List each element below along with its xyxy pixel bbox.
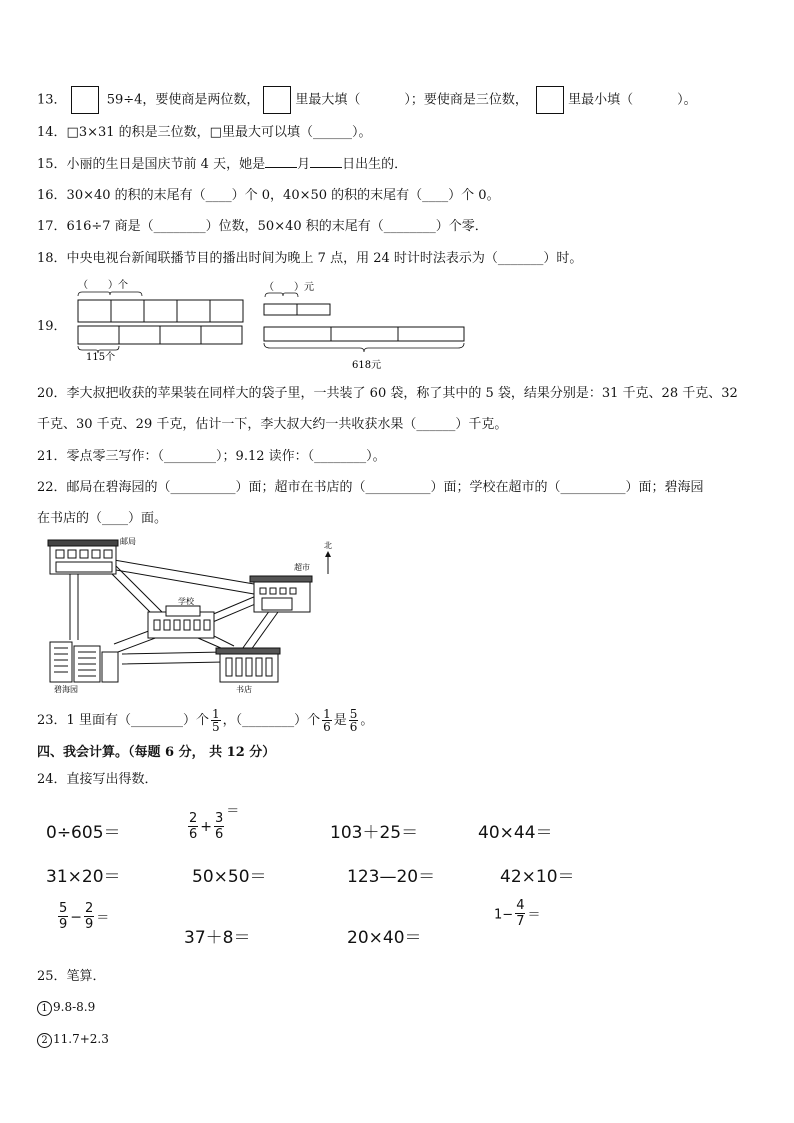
right-bottom-label: 618元 [352, 360, 382, 371]
north-arrow-head [325, 551, 331, 557]
bar-segment [331, 327, 398, 341]
calc-r1-a: 0÷605＝ [46, 823, 121, 843]
question-25-title: 25．笔算． [37, 969, 106, 984]
bar-segment [210, 300, 243, 322]
question-20-line1: 20．李大叔把收获的苹果装在同样大的袋子里，一共装了 60 袋，称了其中的 5 袋，结果分别是：31 千克、28 千克、32 [37, 386, 738, 401]
supermarket-building [250, 576, 312, 612]
bar-segment [144, 300, 177, 322]
question-25-item-2: 2 11.7+2.3 [37, 1030, 109, 1048]
school-label: 学校 [178, 597, 194, 606]
bar-segment [119, 326, 160, 344]
north-label: 北 [324, 541, 332, 550]
garden-label: 碧海园 [54, 685, 78, 694]
blank-month[interactable] [265, 167, 297, 168]
school-building [148, 606, 214, 638]
fraction: $\frac{1}{6}$ [323, 707, 331, 734]
brace [264, 343, 464, 352]
section-4-title: 四、我会计算。（每题 6 分， 共 12 分） [37, 745, 276, 760]
bookstore-building [216, 648, 280, 682]
question-15: 15．小丽的生日是国庆节前 4 天，她是 月 日出生的． [37, 157, 408, 172]
post-office-label: 邮局 [120, 537, 136, 546]
question-16: 16．30×40 的积的末尾有（____）个 0，40×50 的积的末尾有（____）个 0。 [37, 188, 500, 203]
calc-r2-b: 50×50＝ [192, 867, 267, 887]
question-22-line1: 22．邮局在碧海园的（__________）面；超市在书店的（__________）面；学校在超市的（__________）面；碧海园 [37, 480, 704, 495]
bar-segment [111, 300, 144, 322]
calc-r1-c: 103＋25＝ [330, 823, 419, 843]
calc-r1-d: 40×44＝ [478, 823, 553, 843]
fraction: $\frac{1}{5}$ [211, 707, 220, 734]
question-19-number: 19． [37, 319, 67, 334]
calc-r2-a: 31×20＝ [46, 867, 121, 887]
calc-r3-d: 1− $\frac{4}{7}$ ＝ [494, 898, 541, 929]
answer-box[interactable] [71, 86, 99, 114]
bar-segment [264, 304, 297, 315]
question-19-diagram [76, 276, 476, 376]
question-18: 18．中央电视台新闻联播节目的播出时间为晚上 7 点，用 24 时计时法表示为（_______）时。 [37, 251, 583, 266]
calc-r2-d: 42×10＝ [500, 867, 575, 887]
question-23: 23．1 里面有（________）个 $\frac{1}{5}$ ，（________）个 $\frac{1}{6}$ 是 $\frac{5}{6}$ 。 [37, 707, 374, 734]
calc-r2-c: 123—20＝ [347, 867, 436, 887]
calc-r1-b: $\frac{2}{6}$ + $\frac{3}{6}$ ＝ [189, 804, 240, 842]
bar-segment [160, 326, 201, 344]
bar-segment [297, 304, 330, 315]
fraction: $\frac{5}{6}$ [349, 707, 358, 734]
question-14: 14．□3×31 的积是三位数，□里最大可以填（______）。 [37, 125, 372, 140]
left-bottom-label: 115个 [86, 352, 116, 363]
right-top-label: （ ）元 [264, 282, 314, 293]
calc-r3-c: 20×40＝ [347, 928, 422, 948]
blank-day[interactable] [310, 167, 342, 168]
question-21: 21．零点零三写作：（________）；9.12 读作：（________）。 [37, 449, 386, 464]
map-diagram [44, 534, 344, 696]
answer-box[interactable] [263, 86, 291, 114]
post-office-building [48, 540, 118, 574]
question-13: 13． 59÷4，要使商是两位数， 里最大填（ ）；要使商是三位数， 里最小填（ ）。 [37, 86, 697, 114]
bar-segment [78, 300, 111, 322]
garden-building [50, 642, 118, 682]
bar-segment [398, 327, 464, 341]
question-20-line2: 千克、30 千克、29 千克，估计一下，李大叔大约一共收获水果（______）千克。 [37, 417, 508, 432]
bar-segment [177, 300, 210, 322]
calc-r3-a: $\frac{5}{9}$ − $\frac{2}{9}$ ＝ [59, 901, 110, 932]
supermarket-label: 超市 [294, 563, 310, 572]
brace [265, 293, 298, 297]
bookstore-label: 书店 [236, 685, 252, 694]
question-17: 17．616÷7 商是（________）位数，50×40 积的末尾有（________）个零． [37, 219, 488, 234]
answer-box[interactable] [536, 86, 564, 114]
brace [78, 292, 142, 296]
bar-segment [264, 327, 331, 341]
calc-r3-b: 37＋8＝ [184, 928, 251, 948]
left-top-label: （ ）个 [78, 280, 128, 291]
question-22-line2: 在书店的（____）面。 [37, 511, 168, 526]
bar-segment [78, 326, 119, 344]
question-24-title: 24．直接写出得数． [37, 772, 158, 787]
question-25-item-1: 1 9.8-8.9 [37, 998, 95, 1016]
bar-segment [201, 326, 242, 344]
